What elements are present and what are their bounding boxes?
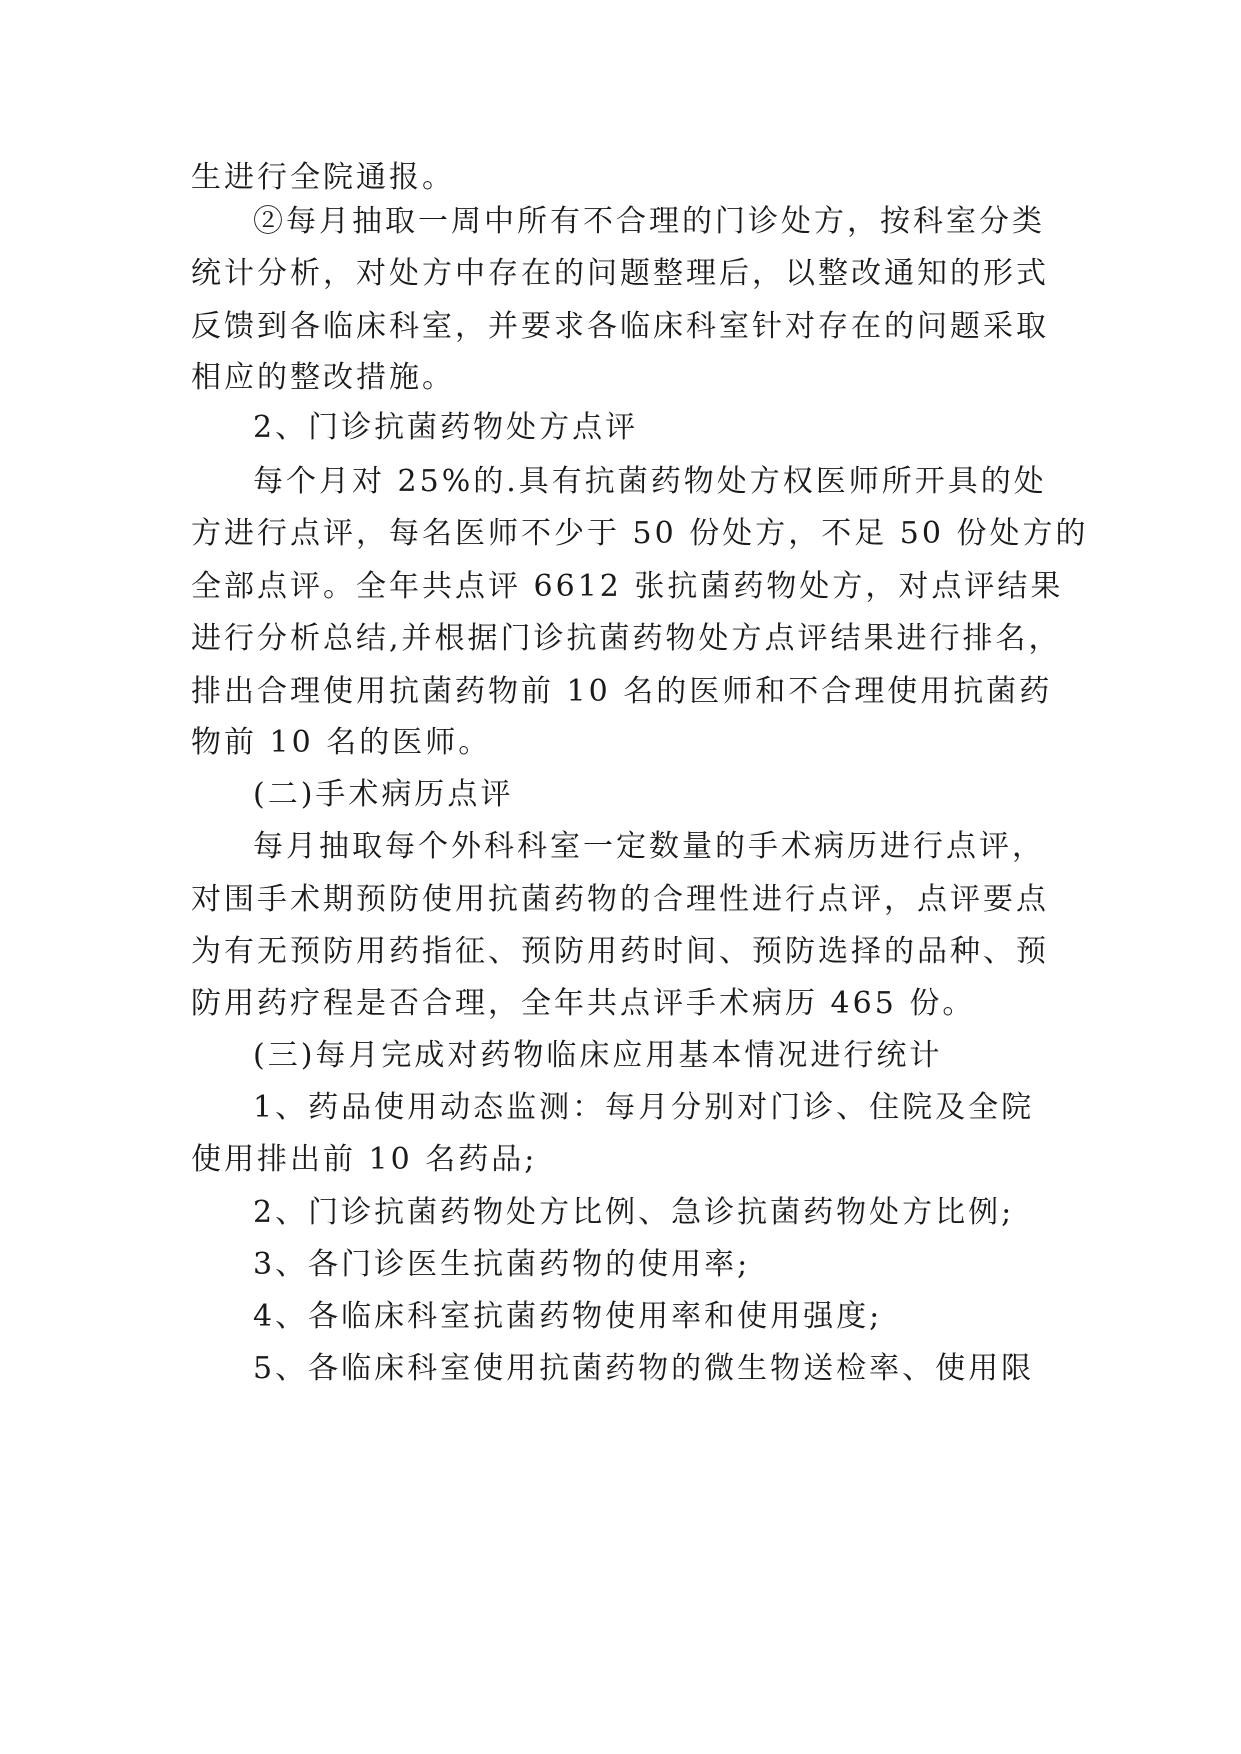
text-line: 统计分析，对处方中存在的问题整理后，以整改通知的形式: [191, 256, 1049, 291]
text-line: 反馈到各临床科室，并要求各临床科室针对存在的问题采取: [191, 309, 1049, 344]
section-heading: (二)手术病历点评: [253, 777, 514, 812]
text-line: ②每月抽取一周中所有不合理的门诊处方，按科室分类: [253, 204, 1045, 239]
text-line: 使用排出前 10 名药品;: [191, 1142, 538, 1177]
text-line: 对围手术期预防使用抗菌药物的合理性进行点评，点评要点: [191, 882, 1049, 917]
text-line: 方进行点评，每名医师不少于 50 份处方，不足 50 份处方的: [191, 516, 1089, 551]
list-item: 3、各门诊医生抗菌药物的使用率;: [253, 1247, 751, 1282]
section-heading: (三)每月完成对药物临床应用基本情况进行统计: [253, 1038, 943, 1073]
text-line: 1、药品使用动态监测：每月分别对门诊、住院及全院: [253, 1090, 1035, 1125]
section-heading: 2、门诊抗菌药物处方点评: [253, 410, 639, 445]
text-line: 防用药疗程是否合理，全年共点评手术病历 465 份。: [191, 986, 976, 1021]
text-line: 每个月对 25%的.具有抗菌药物处方权医师所开具的处: [253, 464, 1047, 499]
text-line: 每月抽取每个外科科室一定数量的手术病历进行点评，: [253, 829, 1045, 864]
list-item: 4、各临床科室抗菌药物使用率和使用强度;: [253, 1299, 883, 1334]
text-line: 生进行全院通报。: [191, 160, 455, 195]
text-line: 物前 10 名的医师。: [191, 725, 492, 760]
text-line: 相应的整改措施。: [191, 360, 455, 395]
text-line: 进行分析总结,并根据门诊抗菌药物处方点评结果进行排名，: [191, 621, 1062, 656]
list-item: 2、门诊抗菌药物处方比例、急诊抗菌药物处方比例;: [253, 1195, 1015, 1230]
text-line: 为有无预防用药指征、预防用药时间、预防选择的品种、预: [191, 934, 1049, 969]
text-line: 排出合理使用抗菌药物前 10 名的医师和不合理使用抗菌药: [191, 674, 1053, 709]
list-item: 5、各临床科室使用抗菌药物的微生物送检率、使用限: [253, 1351, 1035, 1386]
text-line: 全部点评。全年共点评 6612 张抗菌药物处方，对点评结果: [191, 569, 1064, 604]
